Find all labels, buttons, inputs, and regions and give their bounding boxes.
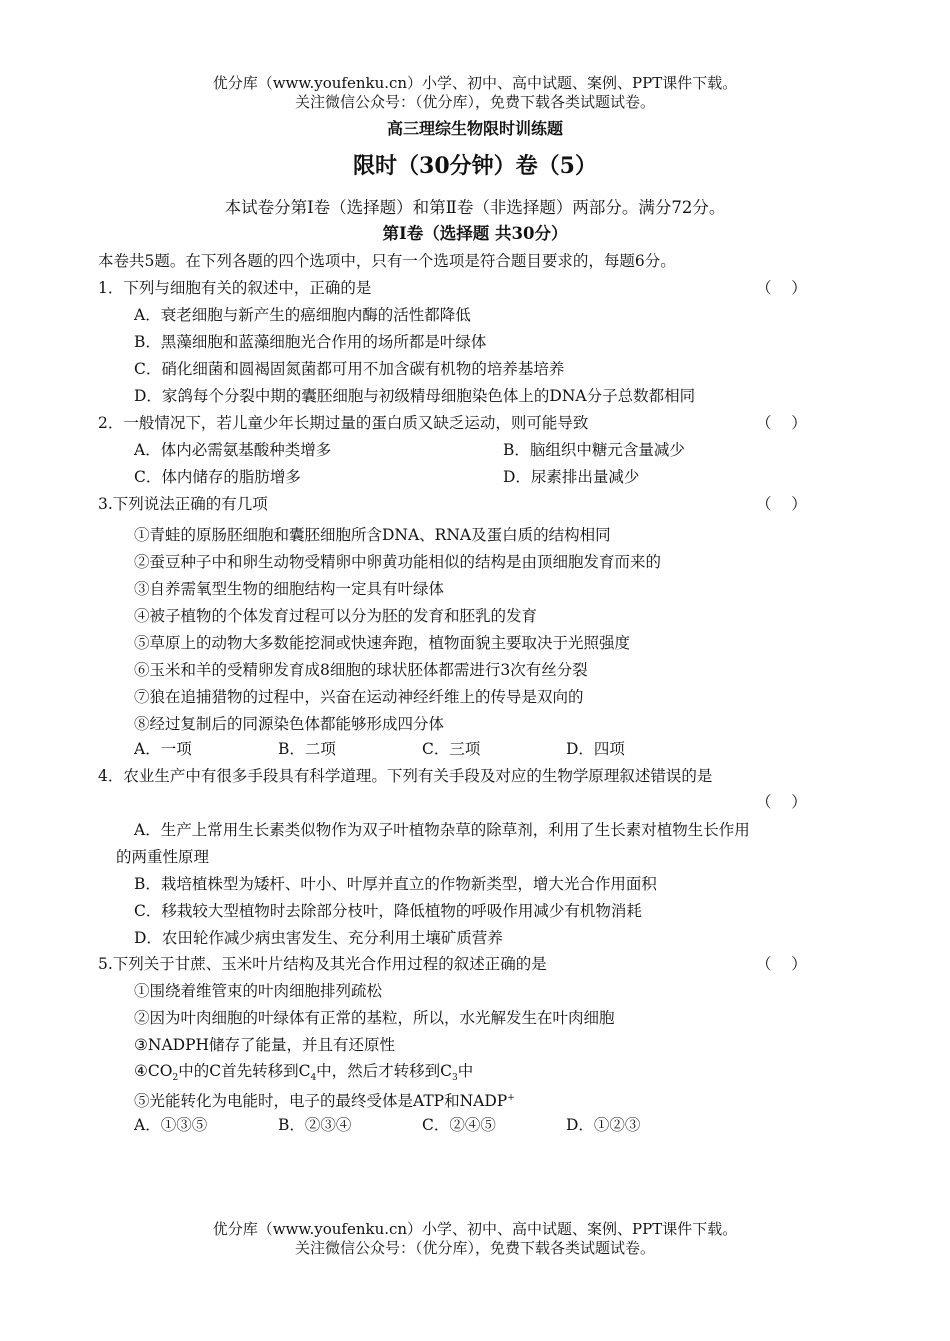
- q3-option-c: C．三项: [422, 740, 481, 758]
- q3-statement: ⑥玉米和羊的受精卵发育成8细胞的球状胚体都需进行3次有丝分裂: [134, 661, 588, 679]
- q3-option-d: D．四项: [566, 740, 625, 758]
- q3-option-b: B．二项: [278, 740, 336, 758]
- exam-subtitle: 限时（30分钟）卷（5）: [353, 153, 597, 179]
- q3-statement: ②蚕豆种子中和卵生动物受精卵中卵黄功能相似的结构是由顶细胞发育而来的: [134, 553, 662, 571]
- q3-stem: 3.下列说法正确的有几项: [98, 495, 268, 513]
- q3-statement: ①青蛙的原肠胚细胞和囊胚细胞所含DNA、RNA及蛋白质的结构相同: [134, 526, 611, 544]
- q3-option-a: A．一项: [134, 740, 192, 758]
- q5-statement-2: ②因为叶肉细胞的叶绿体有正常的基粒，所以，水光解发生在叶肉细胞: [134, 1009, 615, 1027]
- header-line-2: 关注微信公众号：（优分库），免费下载各类试题试卷。: [294, 93, 655, 111]
- q2-option-b: B．脑组织中糖元含量减少: [503, 441, 685, 459]
- q3-statement: ④被子植物的个体发育过程可以分为胚的发育和胚乳的发育: [134, 607, 538, 625]
- q1-option-c: C．硝化细菌和圆褐固氮菌都可用不加含碳有机物的培养基培养: [134, 360, 565, 378]
- exam-title: 高三理综生物限时训练题: [386, 119, 563, 138]
- q5-statement-3: ③NADPH储存了能量，并且有还原性: [134, 1036, 396, 1054]
- footer-line-1: 优分库（www.youfenku.cn）小学、初中、高中试题、案例、PPT课件下载。: [212, 1220, 738, 1238]
- q5-statement-1: ①围绕着维管束的叶肉细胞排列疏松: [134, 982, 383, 1000]
- q5-option-c: C．②④⑤: [422, 1116, 496, 1134]
- q3-statement: ⑤草原上的动物大多数能挖洞或快速奔跑，植物面貌主要取决于光照强度: [134, 634, 631, 652]
- q4-option-a: A．生产上常用生长素类似物作为双子叶植物杂草的除草剂，利用了生长素对植物生长作用: [134, 821, 750, 839]
- q3-statement: ⑧经过复制后的同源染色体都能够形成四分体: [134, 715, 445, 733]
- q4-stem: 4．农业生产中有很多手段具有科学道理。下列有关手段及对应的生物学原理叙述错误的是: [98, 767, 713, 785]
- q5-statement-4: $④CO_2$中的C首先转移到$C_4$中，然后才转移到$C_3$中: [134, 1062, 474, 1084]
- footer-line-2: 关注微信公众号：（优分库），免费下载各类试题试卷。: [294, 1239, 655, 1257]
- q1-option-a: A．衰老细胞与新产生的癌细胞内酶的活性都降低: [134, 306, 471, 324]
- q5-option-b: B．②③④: [278, 1116, 352, 1134]
- exam-intro: 本试卷分第Ⅰ卷（选择题）和第Ⅱ卷（非选择题）两部分。满分72分。: [224, 198, 726, 217]
- q4-option-b: B．栽培植株型为矮杆、叶小、叶厚并直立的作物新类型，增大光合作用面积: [134, 875, 657, 893]
- q3-statement: ③自养需氧型生物的细胞结构一定具有叶绿体: [134, 580, 445, 598]
- section-note: 本卷共5题。在下列各题的四个选项中，只有一个选项是符合题目要求的，每题6分。: [98, 252, 676, 270]
- q2-option-d: D．尿素排出量减少: [503, 468, 640, 486]
- q5-stem: 5.下列关于甘蔗、玉米叶片结构及其光合作用过程的叙述正确的是: [98, 955, 547, 973]
- q5-option-d: D．①②③: [566, 1116, 641, 1134]
- q5-answer-blank: （ ）: [756, 955, 807, 973]
- q2-option-a: A．体内必需氨基酸种类增多: [134, 441, 332, 459]
- q2-answer-blank: （ ）: [756, 414, 807, 432]
- q4-option-d: D．农田轮作减少病虫害发生、充分利用土壤矿质营养: [134, 929, 503, 947]
- q3-answer-blank: （ ）: [756, 495, 807, 513]
- q2-option-c: C．体内储存的脂肪增多: [134, 468, 301, 486]
- q3-statement: ⑦狼在追捕猎物的过程中，兴奋在运动神经纤维上的传导是双向的: [134, 688, 584, 706]
- q1-answer-blank: （ ）: [756, 279, 807, 297]
- q1-option-b: B．黑藻细胞和蓝藻细胞光合作用的场所都是叶绿体: [134, 333, 487, 351]
- q1-option-d: D．家鸽每个分裂中期的囊胚细胞与初级精母细胞染色体上的DNA分子总数都相同: [134, 387, 696, 405]
- q5-option-a: A．①③⑤: [134, 1116, 208, 1134]
- header-line-1: 优分库（www.youfenku.cn）小学、初中、高中试题、案例、PPT课件下载。: [212, 74, 738, 92]
- q4-answer-blank: （ ）: [756, 793, 807, 811]
- section-title: 第Ⅰ卷（选择题 共30分）: [382, 224, 568, 243]
- q5-statement-5: ⑤光能转化为电能时，电子的最终受体是ATP和NADP+: [134, 1092, 515, 1111]
- q1-stem: 1．下列与细胞有关的叙述中，正确的是: [98, 279, 372, 297]
- q4-option-c: C．移栽较大型植物时去除部分枝叶，降低植物的呼吸作用减少有机物消耗: [134, 902, 642, 920]
- q2-stem: 2．一般情况下，若儿童少年长期过量的蛋白质又缺乏运动，则可能导致: [98, 414, 589, 432]
- q4-option-a-continued: 的两重性原理: [116, 848, 210, 866]
